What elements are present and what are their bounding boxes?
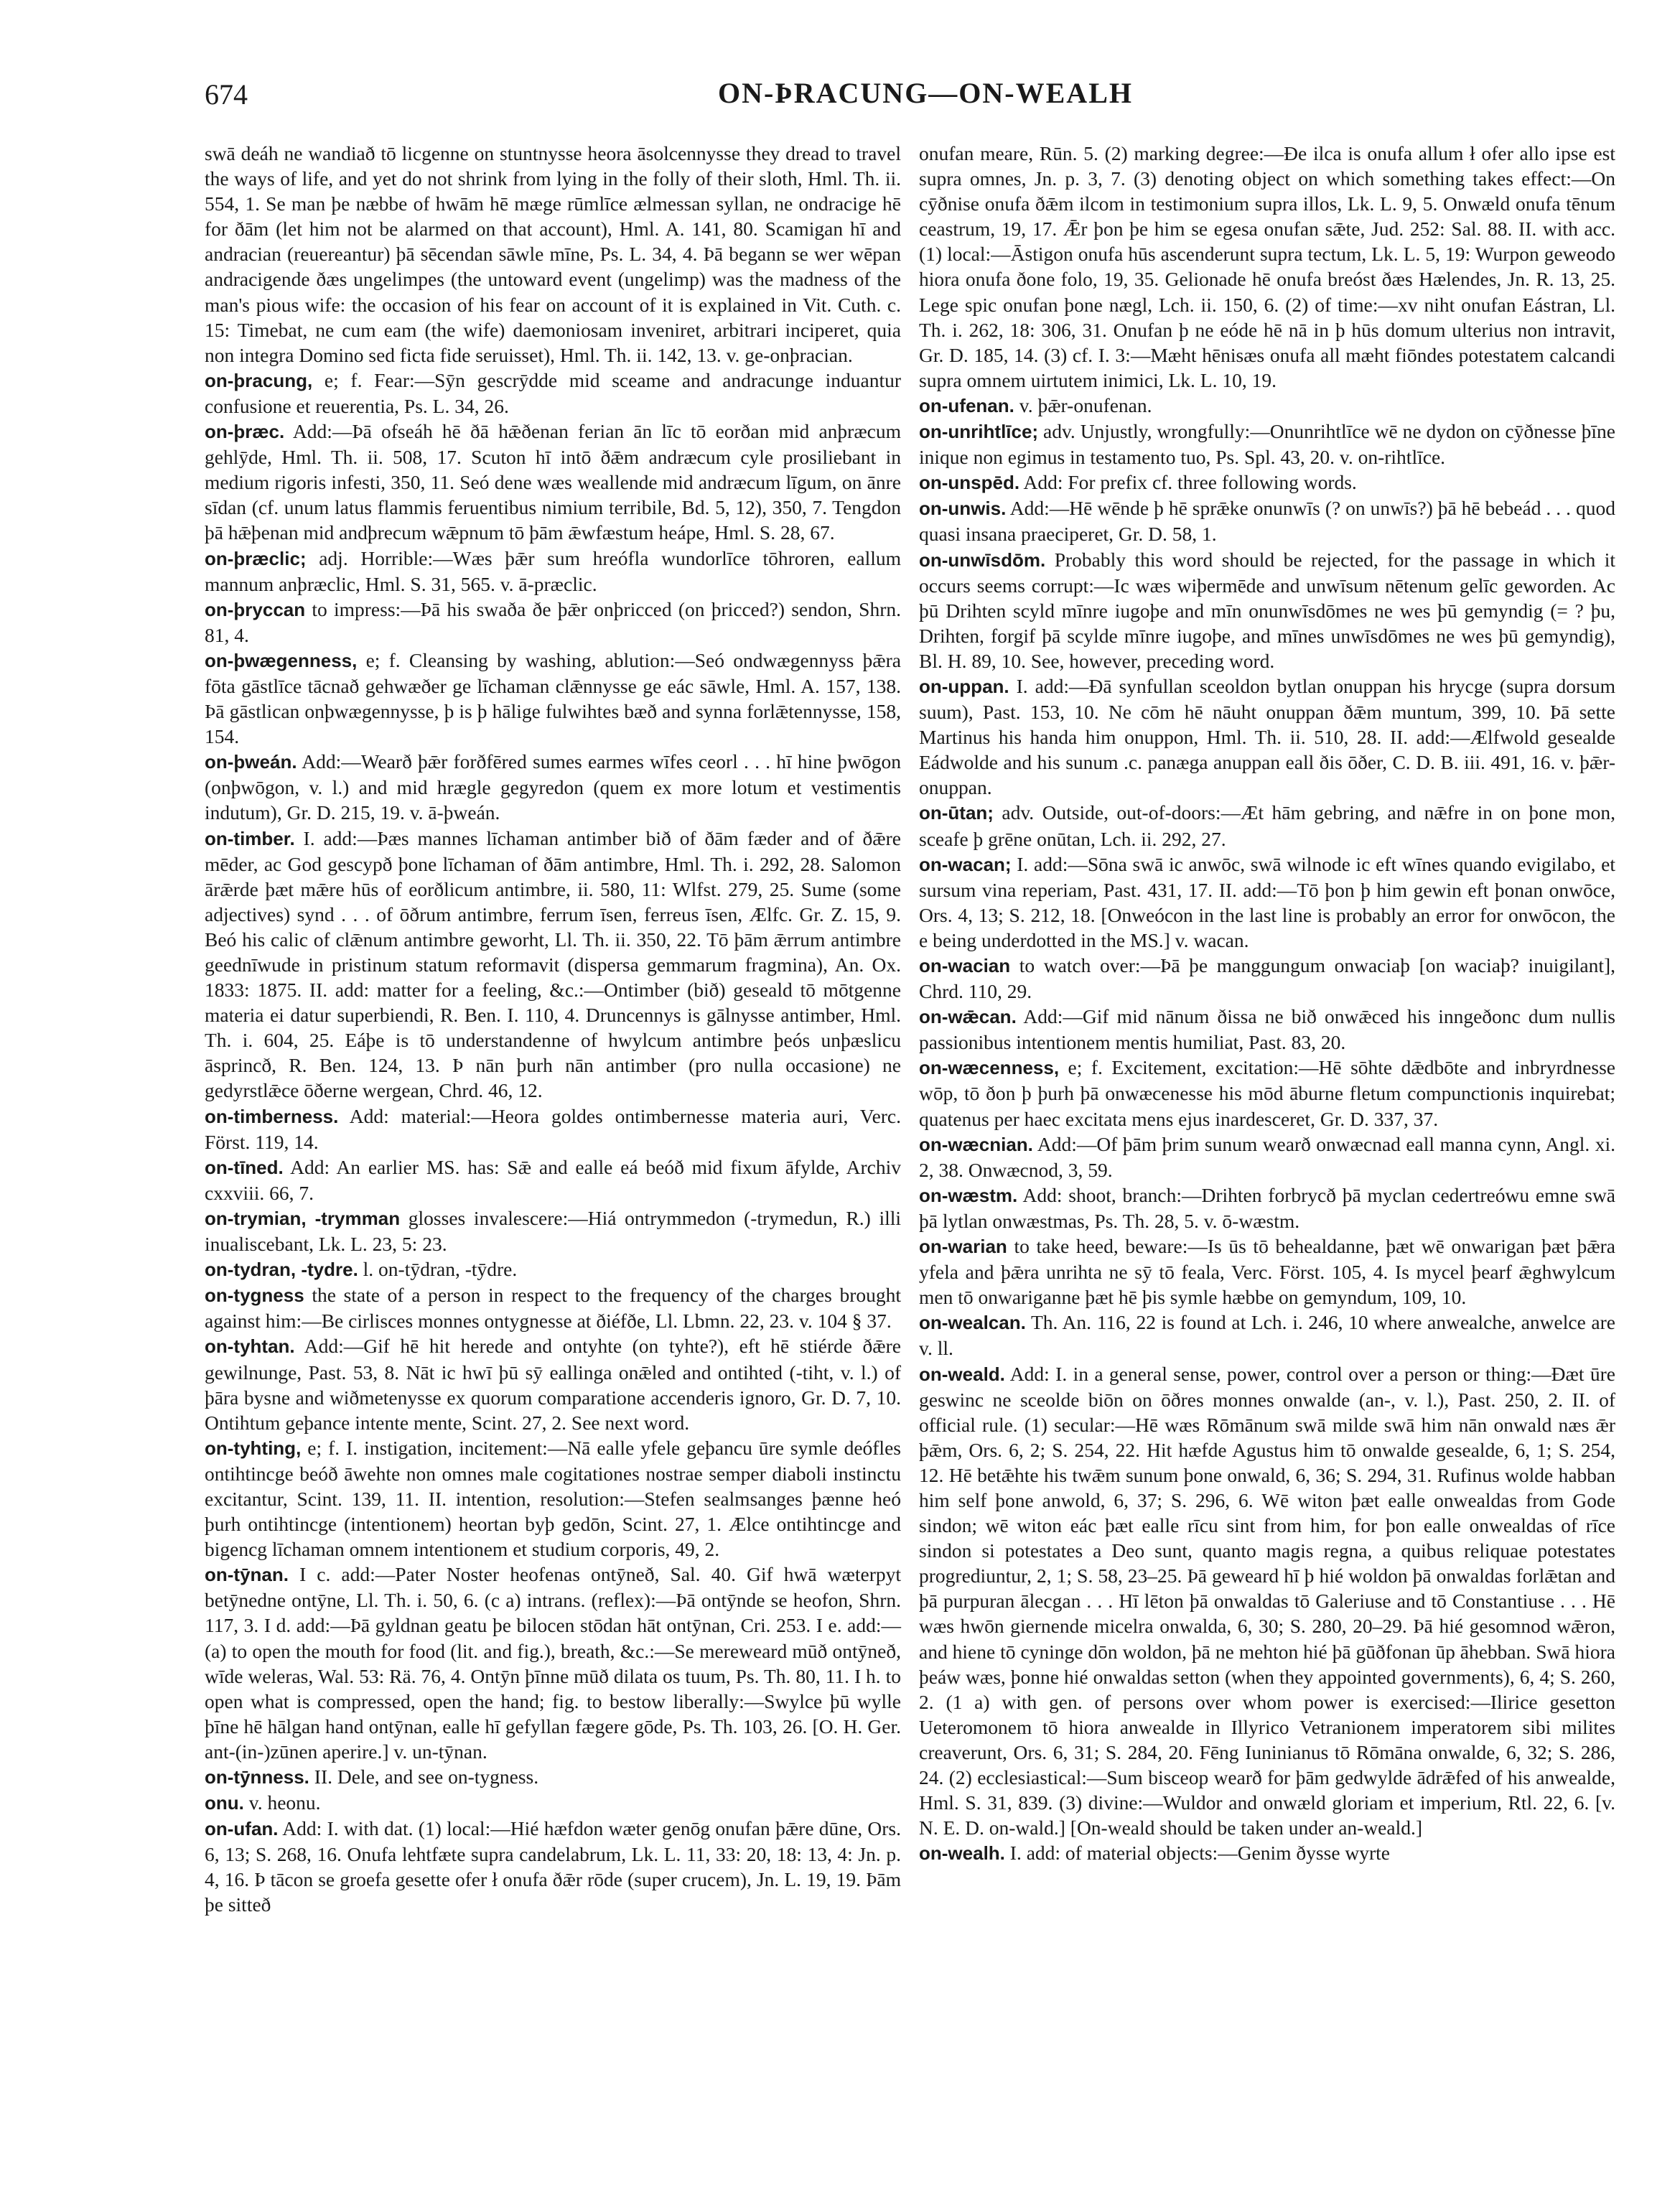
dictionary-entry [205,1256,901,1282]
entry-headword: on-trymian, -trymman [205,1207,401,1229]
dictionary-entry [919,1055,1615,1131]
dictionary-entry [919,419,1615,470]
entry-headword: on-wealh. [919,1842,1005,1865]
entry-text: adv. Outside, out-of-doors:—Æt hām gebring, and nǣfre in on þone mon, sceafe þ grēne onūtan, Lch. ii. 292, 27. [919,801,1615,850]
dictionary-entry [205,1562,901,1764]
entry-headword: on-tīned. [205,1156,284,1178]
entry-text: I. add:—Þæs mannes līchaman antimber bið of ðām fæder and of ðǣre mēder, ac God gescypð þone līchaman of ðām antimbre, Hml. Th. i. 292, 28. Salomon ārǣrde þæt mǣre hūs of eorðlicum antimbre, ii. 580, 11: Wlfst. 279, 25. Sume (some adjectives) synd . . . of ōðrum antimbre, ferrum īsen, ferreus īsen, Ælfc. Gr. Z. 15, 9. Beó his calic of clǣnum antimbre geworht, Ll. Th. ii. 350, 22. Tō þām ǣrrum antimbre geednīwude in pristinum statum reformavit (dispersa gemmarum fragmina), An. Ox. 1833: 1875. II. add: matter for a feeling, &c.:—Ontimber (bið) geseald tō mōtgenne materia ei datur superbiendi, R. Ben. I. 110, 4. Druncennys is gālnysse antimber, Hml. Th. i. 604, 25. Eáþe is tō understandenne of hwylcum antimbre þeós unþæslicu āsprincð, R. Ben. 124, 13. Þ nān þurh nān antimber (pro nulla occasione) ne gedyrstlǣce ōðerne wergean, Chrd. 46, 12. [205,826,901,1102]
entry-text: to watch over:—Þā þe manggungum onwaciaþ [on waciaþ? inuigilant], Chrd. 110, 29. [919,954,1615,1003]
dictionary-entry [205,1205,901,1256]
entry-text: onufan meare, Rūn. 5. (2) marking degree:—Ðe ilca is onufa allum ł ofer allo ipse est supra omnes, Jn. p. 3, 7. (3) denoting object on which something takes effect:—On cȳðnise onufa ðǣm ilcom in testimonium supra illos, Lk. L. 9, 5. Onwæld onufa tēnum ceastrum, 19, 17. Ǣr þon þe him se egesa onufan sǣte, Jud. 252: Sal. 88. II. with acc. (1) local:—Āstigon onufa hūs ascenderunt supra tectum, Lk. L. 5, 19: Wurpon geweodo hiora onufa ðone folo, 19, 35. Gelionade hē onufa breóst ðæs Hælendes, Jn. R. 13, 25. Lege spic onufan þone nægl, Lch. ii. 150, 6. (2) of time:—xv niht onufan Eástran, Ll. Th. i. 262, 18: 306, 31. Onufan þ ne eóde hē nā in þ hūs domum ulterius non intravit, Gr. D. 185, 14. (3) cf. I. 3:—Mæht hēnisæs onufa all mæht fiōndes potestatem calcandi supra omnem uirtutem inimici, Lk. L. 10, 19. [919,142,1615,391]
entry-headword: on-þræc. [205,421,285,443]
entry-headword: on-wacan; [919,853,1012,875]
entry-headword: on-tyhting, [205,1437,302,1459]
page-number: 674 [205,78,248,111]
entry-text: l. on-tȳdran, -tȳdre. [363,1258,518,1281]
dictionary-entry [919,673,1615,800]
dictionary-entry [919,1004,1615,1055]
entry-text: e; f. I. instigation, incitement:—Nā ealle yfele geþancu ūre symle deófles ontihtincge beóð āwehte non omnes male cogitationes nostrae semper diaboli instinctu excitantur, Scint. 139, 11. II. intention, resolution:—Stefen sealmsanges þænne heó þurh ontihtincge (intentionem) heortan byþ gedōn, Scint. 27, 1. Ælce ontihtincge and bigencg līchaman omnem intentionem et studium corporis, 49, 2. [205,1436,901,1561]
entry-headword: on-warian [919,1236,1007,1258]
dictionary-entry [205,1333,901,1435]
entry-headword: onu. [205,1792,244,1814]
entry-text: adv. Unjustly, wrongfully:—Onunrihtlīce wē ne dydon on cȳðnesse þīne inique non egimus in testamento tuo, Ps. Spl. 43, 20. v. on-rihtlīce. [919,420,1616,469]
dictionary-entry [919,1132,1615,1183]
entry-text: Add: material:—Heora goldes ontimbernesse materia auri, Verc. Först. 119, 14. [205,1104,902,1153]
entry-text: I. add:—Sōna swā ic anwōc, swā wilnode ic eft wīnes quando evigilabo, et sursum vina reperiam, Past. 431, 17. II. add:—Tō þon þ him gewin eft þonan onwōce, Ors. 4, 13; S. 212, 18. [Onweócon in the last line is probably an error for onwōcon, the e being underdotted in the MS.] v. wacan. [919,852,1615,951]
entry-text: Add:—Þā ofseáh hē ðā hǣðenan ferian ān līc tō eorðan mid anþræcum gehlȳde, Hml. Th. ii. 508, 17. Scuton hī intō ðǣm andræcum cyle prosiliebant in medium rigoris infesti, 350, 11. Seó dene wæs weallende mid andræcum līgum, on ānre sīdan (cf. unum latus flammis feruentibus nimium terribile, Bd. 5, 12), 350, 7. Tengdon þā hǣþenan mid andþrecum wǣpnum tō þām ǣwfæstum heápe, Hml. S. 28, 67. [205,420,902,544]
entry-text: glosses invalescere:—Hiá ontrymmedon (-trymedun, R.) illi inualiscebant, Lk. L. 23, 5: 23. [205,1206,902,1256]
entry-text: v. heonu. [248,1791,321,1814]
entry-headword: on-timber. [205,827,295,849]
entry-text: the state of a person in respect to the frequency of the charges brought against him:—Be cirlisces monnes ontygnesse at ðiéfðe, Ll. Lbmn. 22, 23. v. 104 § 37. [205,1284,901,1333]
entry-headword: on-wealcan. [919,1312,1026,1334]
entry-text: to take heed, beware:—Is ūs tō behealdanne, þæt wē onwarigan þæt þǣra yfela and þǣra unrihta ne sȳ tō feala, Verc. Först. 105, 4. Is mycel þearf ǣghwylcum men tō onwariganne þæt hē þis symle hæbbe on gemyndum, 109, 10. [919,1235,1615,1309]
entry-headword: on-unrihtlīce; [919,421,1039,443]
dictionary-entry [205,749,901,825]
entry-text: I. add:—Ðā synfullan sceoldon bytlan onuppan his hrycge (supra dorsum suum), Past. 153, 10. Ne cōm hē nāuht onuppan ðǣm muntum, 399, 10. Þā sette Martinus his handa him onuppon, Hml. Th. ii. 510, 28. II. add:—Ælfwold gesealde Eádwolde and his sunum .c. panæga anuppan eall ðis ōðer, C. D. B. iii. 491, 16. v. þǣr-onuppan. [919,674,1616,799]
entry-headword: on-tydran, -tydre. [205,1259,358,1281]
entry-text: Add:—Gif hē hit herede and ontyhte (on tyhte?), eft hē stiérde ðǣre gewilnunge, Past. 53, 8. Nāt ic hwī þū sȳ eallinga onǣled and ontihted (-tiht, v. l.) of þāra bysne and wiðmetenysse ex quorum comparatione accenderis ignoro, Gr. D. 7, 10. Ontihtum geþance intente mente, Scint. 27, 2. See next word. [205,1335,902,1434]
entry-headword: on-ūtan; [919,802,994,824]
entry-text: Add:—Gif mid nānum ðissa ne bið onwǣced his inngeðonc dum nullis passionibus intentionem mentis humiliat, Past. 83, 20. [919,1005,1616,1054]
entry-headword: on-wæcenness, [919,1057,1060,1079]
dictionary-entry [205,1155,901,1205]
entry-text: Probably this word should be rejected, for the passage in which it occurs seems corrupt:—Ic wæs wiþermēde and unwīsum nētenum gelīc geworden. Ac þū Drihten scyld mīnre iugoþe and mīn onunwīsdōmes ne wes þū gemyndig (= ? þu, Drihten, forgif þā scylde mīnre iugoþe, and mīnes unwīsdōmes ne wes þū gemyndig), Bl. H. 89, 10. See, however, preceding word. [919,548,1615,672]
dictionary-entry [919,1840,1615,1866]
running-head: ON-ÞRACUNG—ON-WEALH [718,77,1133,109]
dictionary-entry [205,368,901,419]
entry-text: e; f. Excitement, excitation:—Hē sōhte dǣdbōte and inbryrdnesse wōp, tō ðon þ þurh þā onwæcenesse his mōd āburne fletum compunctionis inquirebat; quatenus per haec excitata mens ejus inardesceret, Gr. D. 337, 37. [919,1056,1615,1130]
dictionary-entry [205,546,901,597]
entry-text: to impress:—Þā his swaða ðe þǣr onþricced (on þricced?) sendon, Shrn. 81, 4. [205,597,902,646]
entry-headword: on-þracung, [205,369,313,391]
dictionary-entry [919,953,1615,1004]
left-column [205,141,901,1918]
entry-headword: on-tyhtan. [205,1335,295,1358]
right-column [919,141,1615,1866]
dictionary-entry [205,419,901,545]
dictionary-entry [919,852,1615,953]
dictionary-entry [919,547,1615,673]
entry-headword: on-unwīsdōm. [919,549,1046,571]
entry-text: Add: shoot, branch:—Drihten forbrycð þā myclan cedertreówu emne swā þā lytlan onwæstmas, Ps. Th. 28, 5. v. ō-wæstm. [919,1183,1616,1232]
entry-text: Add: For prefix cf. three following words. [1023,471,1357,494]
dictionary-entry [205,1282,901,1333]
entry-headword: on-tȳnness. [205,1766,309,1788]
entry-text: swā deáh ne wandiað tō licgenne on stuntnysse heora āsolcennysse they dread to travel the ways of life, and yet do not shrink from lying in the folly of their sloth, Hml. Th. ii. 554, 1. Se man þe næbbe of hwām hē mæge rūmlīce ælmessan syllan, ne ondracige hē for ðām (let him not be alarmed on that account), Hml. A. 141, 80. Scamigan hī and andracian (reuereantur) þā sēcendan sāwle mīne, Ps. L. 34, 4. Þā begann se wer wēpan andracigende ðæs ungelimpes (the untoward event (ungelimp) was the madness of the man's pious wife: the occasion of his fear on account of it is explained in Vit. Cuth. c. 15: Timebat, ne cum eam (the wife) daemoniosam inveniret, arbitrari inciperet, quia non integra Domino sed ficta fide seruisset), Hml. Th. ii. 142, 13. v. ge-onþracian. [205,142,901,366]
entry-headword: on-þweán. [205,751,297,773]
dictionary-entry [919,1361,1615,1841]
entry-headword: on-timberness. [205,1105,339,1127]
dictionary-entry [205,826,901,1104]
entry-text: adj. Horrible:—Wæs þǣr sum hreófla wundorlīce tōhroren, eallum mannum anþræclic, Hml. S. 31, 565. v. ā-præclic. [205,546,902,595]
entry-headword: on-þwægenness, [205,649,358,671]
entry-continuation [205,141,901,368]
dictionary-entry [205,1790,901,1816]
dictionary-entry [205,1104,901,1155]
dictionary-entry [919,1183,1615,1233]
entry-headword: on-tȳnan. [205,1564,289,1586]
entry-text: Add: I. with dat. (1) local:—Hié hæfdon wæter genōg onufan þǣre dūne, Ors. 6, 13; S. 268, 16. Onufa lehtfæte supra candelabrum, Lk. L. 11, 33: 20, 18: 13, 4: Jn. p. 4, 16. Þ tācon se groefa gesette ofer ł onufa ðǣr rōde (super crucem), Jn. L. 19, 19. Þām þe sitteð [205,1817,902,1916]
entry-text: e; f. Fear:—Sȳn gescrȳdde mid sceame and andracunge induantur confusione et reuerentia, Ps. L. 34, 26. [205,368,902,417]
dictionary-entry [205,1816,901,1917]
entry-headword: on-tygness [205,1284,304,1307]
dictionary-entry [919,800,1615,851]
entry-headword: on-ufan. [205,1818,279,1840]
entry-text: v. þǣr-onufenan. [1019,393,1152,416]
entry-headword: on-unwis. [919,498,1007,520]
entry-text: e; f. Cleansing by washing, ablution:—Seó ondwægennyss þǣra fōta gāstlīce tācnað gehwæðer ge līchaman clǣnnysse ge eác sāwle, Hml. A. 157, 138. Þā gāstlican onþwægennysse, þ is þ hālige fulwihtes bæð and synna forlǣtennysse, 158, 154. [205,648,902,748]
dictionary-entry [919,393,1615,419]
dictionary-entry [919,495,1615,546]
entry-headword: on-unspēd. [919,472,1020,494]
dictionary-entry [205,1435,901,1562]
entry-headword: on-wæcnian. [919,1133,1033,1155]
dictionary-entry [919,1310,1615,1361]
entry-text: Th. An. 116, 22 is found at Lch. i. 246, 10 where anwealche, anwelce are v. ll. [919,1311,1615,1360]
entry-headword: on-þræclic; [205,547,307,569]
entry-text: II. Dele, and see on-tygness. [314,1765,539,1788]
entry-text: Add:—Wearð þǣr forðfēred sumes earmes wīfes ceorl . . . hī hine þwōgon (onþwōgon, v. l.) and mid hrægle gegyredon (quem ex more lotum et vestimentis indutum), Gr. D. 215, 19. v. ā-þweán. [205,750,902,824]
entry-headword: on-ufenan. [919,394,1014,416]
entry-text: Add: An earlier MS. has: Sǣ and ealle eá beóð mid fixum āfylde, Archiv cxxviii. 66, 7. [205,1155,902,1204]
entry-text: I. add: of material objects:—Genim ðysse wyrte [1009,1842,1391,1865]
dictionary-entry [205,597,901,648]
entry-headword: on-þryccan [205,598,306,620]
dictionary-entry [919,470,1615,495]
dictionary-entry [919,1233,1615,1310]
entry-continuation [919,141,1615,393]
entry-headword: on-weald. [919,1363,1005,1385]
entry-headword: on-wacian [919,955,1011,976]
entry-text: Add:—Hē wēnde þ hē sprǣke onunwīs (? on unwīs?) þā hē bebeád . . . quod quasi insana praeciperet, Gr. D. 58, 1. [919,497,1615,546]
entry-text: Add:—Of þām þrim sunum wearð onwæcnad eall manna cynn, Angl. xi. 2, 38. Onwæcnod, 3, 59. [919,1132,1616,1181]
entry-headword: on-wǣcan. [919,1006,1017,1028]
entry-headword: on-uppan. [919,675,1009,697]
entry-headword: on-wæstm. [919,1184,1018,1206]
dictionary-entry [205,1764,901,1790]
dictionary-entry [205,648,901,749]
entry-text: I c. add:—Pater Noster heofenas ontȳneð, Sal. 40. Gif hwā wæterpyt betȳnedne ontȳne, Ll. Th. i. 50, 6. (c a) intrans. (reflex):—Þā ontȳnde se heofon, Shrn. 117, 3. I d. add:—Þā gyldnan geatu þe bilocen stōdan hāt ontȳnan, Cri. 253. I e. add:—(a) to open the mouth for food (lit. and fig.), breath, &c.:—Se mereweard mūð ontȳneð, wīde weleras, Wal. 53: Rä. 76, 4. Ontȳn þīnne mūð dilata os tuum, Ps. Th. 80, 11. I h. to open what is compressed, open the hand; fig. to bestow liberally:—Swylce þū wylle þīne hē hālgan hand ontȳnan, ealle hī gefyllan fægere gōde, Ps. Th. 103, 26. [O. H. Ger. ant-(in-)zūnen aperire.] v. un-tȳnan. [205,1563,901,1763]
entry-text: Add: I. in a general sense, power, control over a person or thing:—Ðæt ūre geswinc ne sceolde biōn on ōðres monnes onwalde (an-, v. l.), Past. 250, 2. II. of official rule. (1) secular:—Hē wæs Rōmānum swā milde swā him nān onwald næs ǣr þǣm, Ors. 6, 2; S. 254, 22. Hit hæfde Agustus him tō onwalde gesealde, 6, 1; S. 254, 12. Hē betǣhte his twǣm sunum þone onwald, 6, 36; S. 294, 31. Rufinus wolde habban him self þone anwold, 6, 37; S. 296, 6. Wē witon þæt ealle onwealdas from Gode sindon; wē witon eác þæt ealle rīcu sint from him, for þon ealle onwealdas of rīce sindon si potestates a Deo sunt, quanto magis regna, a quibus reliquae potestates progrediuntur, 2, 1; S. 58, 23–25. Þā geweard hī þ hié woldon þā onwaldas forlǣtan and þā purpuran ālecgan . . . Hī lēton þā onwaldas tō Galeriuse and tō Constantiuse . . . Hē wæs hwōn giernende micelra onwalda, 6, 30; S. 280, 20–29. Þā hié gesomnod wǣron, and hiene tō cyninge dōn woldon, þā ne mehton hié þā gūðfonan ūp āhebban. Swā hiora þeáw wæs, þonne hié onwaldas setton (when they appointed governments), 6, 4; S. 260, 2. (1 a) with gen. of persons over whom power is exercised:—Ilirice gesetton Ueteromonem tō hiora anwealde in Illyrico Vetranionem imperatorem sibi milites creaverunt, Ors. 6, 31; S. 284, 20. Fēng Iuninianus tō Rōmāna onwalde, 6, 32; S. 286, 24. (2) ecclesiastical:—Sum bisceop wearð for þām gedwylde ādrǣfed of his anwealde, Hml. S. 31, 839. (3) divine:—Wuldor and onwæld gloriam et imperium, Rtl. 22, 6. [v. N. E. D. on-wald.] [On-weald should be taken under an-weald.] [919,1362,1616,1839]
